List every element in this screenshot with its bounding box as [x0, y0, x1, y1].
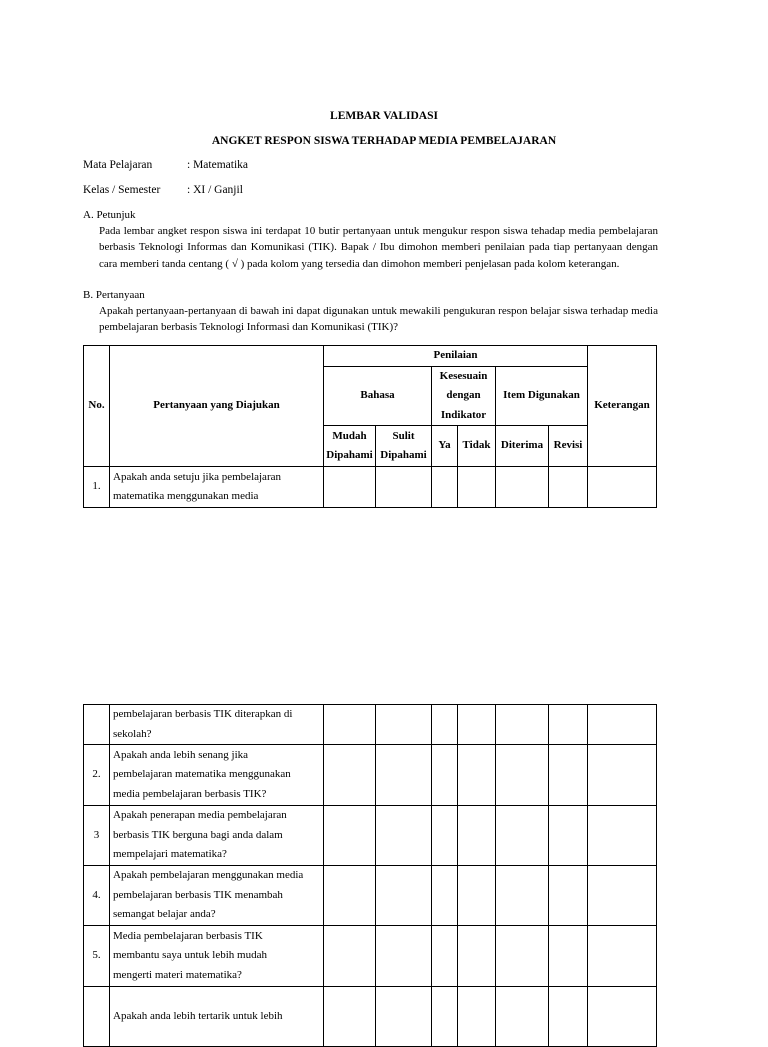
header-mudah — [324, 426, 376, 467]
question-line: Apakah anda setuju jika pembelajaran — [113, 470, 281, 483]
header-keterangan: Keterangan — [588, 346, 657, 467]
check-cell[interactable] — [458, 745, 496, 806]
header-kesesuaian-line: Indikator — [440, 408, 487, 421]
row-number: 2. — [84, 745, 110, 806]
row-question — [110, 987, 324, 1047]
note-cell[interactable] — [588, 467, 657, 508]
row-question — [110, 866, 324, 926]
row-question — [110, 467, 324, 508]
section-a-text: Pada lembar angket respon siswa ini terdapat 10 butir pertanyaan untuk mengukur respon siswa tehadap media pembelajaran berbasis Teknologi Informas dan Komunikasi (TIK). Bapak / Ibu dimohon memberi penilaian pada tiap pertanyaan dengan cara memberi tanda centang ( √ ) pada kolom yang tersedia dan dimohon memberi penjelasan pada kolom keterangan. — [99, 225, 658, 270]
note-cell[interactable] — [588, 866, 657, 926]
check-cell[interactable] — [376, 926, 432, 987]
question-line: Media pembelajaran berbasis TIK — [113, 929, 263, 942]
row-question — [110, 745, 324, 806]
section-a-heading: A. Petunjuk — [83, 209, 136, 221]
note-cell[interactable] — [588, 806, 657, 866]
check-cell[interactable] — [432, 705, 458, 745]
row-question — [110, 926, 324, 987]
check-cell[interactable] — [324, 987, 376, 1047]
check-cell[interactable] — [324, 705, 376, 745]
row-question — [110, 806, 324, 866]
header-item-digunakan: Item Digunakan — [496, 366, 588, 426]
header-sulit — [376, 426, 432, 467]
question-line: mengerti materi matematika? — [113, 968, 242, 981]
note-cell[interactable] — [588, 987, 657, 1047]
header-diterima: Diterima — [496, 426, 549, 467]
check-cell[interactable] — [458, 806, 496, 866]
table-row — [84, 745, 657, 806]
check-cell[interactable] — [549, 987, 588, 1047]
check-cell[interactable] — [376, 866, 432, 926]
assessment-table — [83, 345, 657, 508]
check-cell[interactable] — [458, 467, 496, 508]
header-kesesuaian-line: dengan — [446, 389, 481, 401]
question-line: pembelajaran berbasis TIK diterapkan di — [113, 708, 293, 720]
table-row — [84, 705, 657, 745]
question-line: sekolah? — [113, 727, 152, 740]
note-cell[interactable] — [588, 705, 657, 745]
check-cell[interactable] — [549, 806, 588, 866]
header-ya: Ya — [432, 426, 458, 467]
question-line: pembelajaran berbasis TIK menambah — [113, 888, 283, 901]
section-b-text: Apakah pertanyaan-pertanyaan di bawah ini dapat digunakan untuk mewakili pengukuran respon belajar siswa terhadap media pembelajaran berbasis Teknologi Informasi dan Komunikasi (TIK)? — [99, 305, 658, 334]
class-label: Kelas / Semester — [83, 184, 161, 196]
subject-label: Mata Pelajaran — [83, 159, 153, 171]
check-cell[interactable] — [458, 866, 496, 926]
table-row — [84, 866, 657, 926]
header-revisi: Revisi — [549, 426, 588, 467]
question-line: Apakah pembelajaran menggunakan media — [113, 869, 304, 882]
table-row — [84, 926, 657, 987]
row-number: 4. — [84, 866, 110, 926]
check-cell[interactable] — [496, 926, 549, 987]
row-number: 5. — [84, 926, 110, 987]
check-cell[interactable] — [376, 745, 432, 806]
question-line: pembelajaran matematika menggunakan — [113, 768, 291, 781]
header-kesesuaian-line: Kesesuain — [439, 369, 488, 382]
doc-title: LEMBAR VALIDASI — [330, 110, 438, 122]
question-line: Apakah anda lebih senang jika — [113, 748, 249, 761]
question-line: berbasis TIK berguna bagi anda dalam — [113, 828, 283, 841]
check-cell[interactable] — [496, 467, 549, 508]
check-cell[interactable] — [324, 467, 376, 508]
check-cell[interactable] — [324, 926, 376, 987]
header-sulit-line: Dipahami — [380, 449, 427, 461]
header-bahasa: Bahasa — [324, 366, 432, 426]
header-no: No. — [84, 346, 110, 467]
check-cell[interactable] — [549, 866, 588, 926]
header-mudah-line: Mudah — [332, 429, 367, 442]
row-number — [84, 987, 110, 1047]
check-cell[interactable] — [324, 806, 376, 866]
question-line: semangat belajar anda? — [113, 908, 216, 921]
check-cell[interactable] — [458, 705, 496, 745]
class-value: : XI / Ganjil — [187, 184, 243, 196]
doc-subtitle: ANGKET RESPON SISWA TERHADAP MEDIA PEMBELAJARAN — [211, 135, 557, 147]
check-cell[interactable] — [496, 745, 549, 806]
check-cell[interactable] — [376, 467, 432, 508]
check-cell[interactable] — [549, 926, 588, 987]
question-line: membantu saya untuk lebih mudah — [113, 949, 267, 962]
check-cell[interactable] — [376, 987, 432, 1047]
check-cell[interactable] — [496, 987, 549, 1047]
question-line: mempelajari matematika? — [113, 848, 227, 861]
check-cell[interactable] — [432, 866, 458, 926]
check-cell[interactable] — [324, 866, 376, 926]
header-mudah-line: Dipahami — [326, 449, 373, 461]
subject-value: : Matematika — [187, 159, 248, 171]
header-tidak: Tidak — [458, 426, 496, 467]
header-question: Pertanyaan yang Diajukan — [110, 346, 324, 467]
check-cell[interactable] — [376, 705, 432, 745]
check-cell[interactable] — [432, 467, 458, 508]
header-kesesuaian — [432, 366, 496, 426]
check-cell[interactable] — [549, 705, 588, 745]
check-cell[interactable] — [432, 926, 458, 987]
question-line: Apakah penerapan media pembelajaran — [113, 809, 287, 822]
check-cell[interactable] — [458, 926, 496, 987]
check-cell[interactable] — [458, 987, 496, 1047]
check-cell[interactable] — [496, 866, 549, 926]
question-line: matematika menggunakan media — [113, 490, 259, 502]
check-cell[interactable] — [496, 806, 549, 866]
check-cell[interactable] — [432, 745, 458, 806]
assessment-table-continued — [83, 704, 657, 1047]
table-row — [84, 987, 657, 1047]
check-cell[interactable] — [549, 745, 588, 806]
section-b-heading: B. Pertanyaan — [83, 289, 145, 301]
check-cell[interactable] — [324, 745, 376, 806]
check-cell[interactable] — [432, 806, 458, 866]
check-cell[interactable] — [549, 467, 588, 508]
question-line: Apakah anda lebih tertarik untuk lebih — [113, 1009, 283, 1022]
row-number: 3 — [84, 806, 110, 866]
row-number — [84, 705, 110, 745]
check-cell[interactable] — [376, 806, 432, 866]
check-cell[interactable] — [432, 987, 458, 1047]
header-penilaian: Penilaian — [324, 346, 588, 367]
note-cell[interactable] — [588, 926, 657, 987]
note-cell[interactable] — [588, 745, 657, 806]
question-line: media pembelajaran berbasis TIK? — [113, 787, 267, 800]
table-row — [84, 806, 657, 866]
table-row — [84, 467, 657, 508]
check-cell[interactable] — [496, 705, 549, 745]
row-question — [110, 705, 324, 745]
header-sulit-line: Sulit — [392, 429, 415, 442]
row-number: 1. — [84, 467, 110, 508]
